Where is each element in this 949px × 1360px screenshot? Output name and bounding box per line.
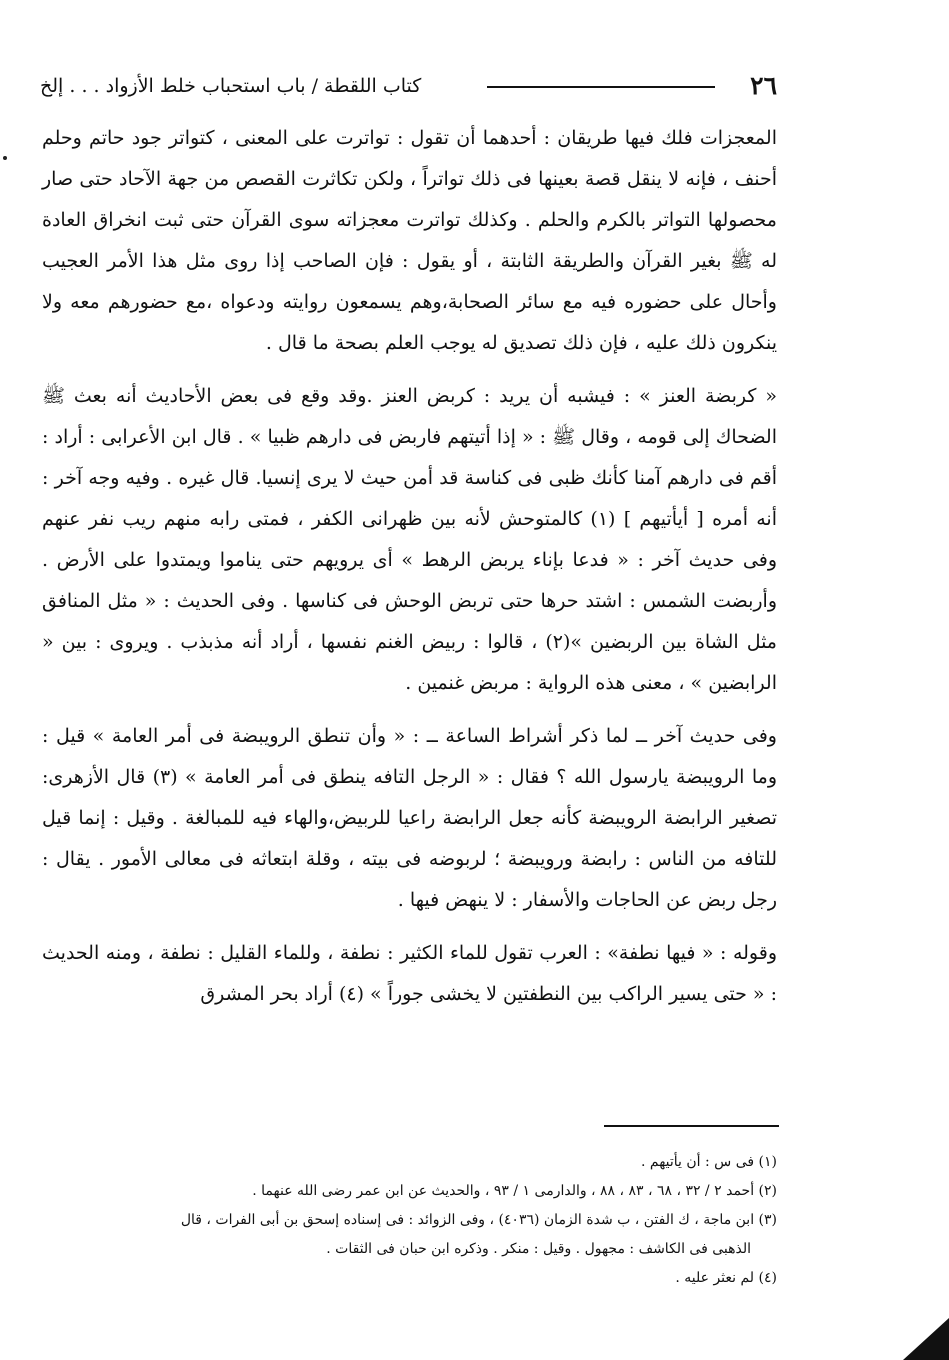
paragraph-4: وقوله : « فيها نطفة» : العرب تقول للماء الكثير : نطفة ، وللماء القليل : نطفة ، ومنه الحديث : « حتى يسير الراكب بين النطفتين لا يخشى جوراً » (٤) أراد بحر المشرق [42,942,777,1005]
paragraph-1: المعجزات فلك فيها طريقان : أحدهما أن تقول : تواترت على المعنى ، كتواتر جود حاتم وحلم أحنف ، فإنه لا ينقل قصة بعينها فى ذلك تواتراً ، ولكن تكاثرت القصص من جهة الآحاد حتى صار محصولها التواتر بالكرم والحلم . وكذلك تواترت معجزاته سوى القرآن حتى ثبت انخراق العادة له ﷺ بغير القرآن والطريقة الثابتة ، أو يقول : فإن الصاحب إذا روى مثل هذا الأمر العجيب وأحال على حضوره فيه مع سائر الصحابة،وهم يسمعون روايته ودعواه ،مع حضورهم معه ولا ينكرون ذلك عليه ، فإن ذلك تصديق له يوجب العلم بصحة ما قال . [42,127,777,354]
footnote-3-continued: الذهبى فى الكاشف : مجهول . وقيل : منكر . وذكره ابن حبان فى الثقات . [326,1241,751,1257]
footnote-1: (١) فى س : أن يأتيهم . [640,1154,777,1170]
paragraph-3: وفى حديث آخر ــ لما ذكر أشراط الساعة ــ : « وأن تنطق الرويبضة فى أمر العامة » قيل : وما الرويبضة يارسول الله ؟ فقال : « الرجل التافه ينطق فى أمر العامة » (٣) قال الأزهرى: تصغير الرابضة الرويبضة كأنه جعل الرابضة راعيا للربيض،والهاء فيه للمبالغة . وقيل : إنما قيل للتافه من الناس : رابضة ورويبضة ؛ لربوضه فى بيته ، وقلة ابتعاثه فى معالى الأمور . يقال : رجل ربض عن الحاجات والأسفار : لا ينهض فيها . [42,725,777,911]
running-header [40,68,777,104]
footnote-2: (٢) أحمد ٢ / ٣٢ ، ٦٨ ، ٨٣ ، ٨٨ ، والدارمى ١ / ٩٣ ، والحديث عن ابن عمر رضى الله عنهما . [252,1183,777,1199]
footnote-4: (٤) لم نعثر عليه . [675,1270,777,1286]
margin-speck [3,156,7,160]
running-title: كتاب اللقطة / باب استحباب خلط الأزواد . . . إلخ [40,75,422,97]
main-text [42,118,777,1027]
header-rule [487,86,715,88]
footnote-3: (٣) ابن ماجة ، ك الفتن ، ب شدة الزمان (٤٠٣٦) ، وفى الزوائد : فى إسناده إسحق بن أبى الفرات ، قال [180,1212,777,1228]
footnote-separator [604,1125,779,1127]
scan-corner-shadow [903,1318,949,1360]
footnotes [42,1148,777,1293]
paragraph-2: « كربضة العنز » : فيشبه أن يريد : كربض العنز .وقد وقع فى بعض الأحاديث أنه بعث ﷺ الضحاك إلى قومه ، وقال ﷺ : « إذا أتيتهم فاربض فى دارهم ظبيا » . قال ابن الأعرابى : أراد : أقم فى دارهم آمنا كأنك ظبى فى كناسة قد أمن حيث لا يرى إنسيا. قال غيره . وفيه وجه آخر : أنه أمره [ أيأتيهم ] (١) كالمتوحش لأنه بين ظهرانى الكفر ، فمتى رابه منهم ريب نفر عنهم وفى حديث آخر : « فدعا بإناء يربض الرهط » أى يرويهم حتى يناموا ويمتدوا على الأرض . وأربضت الشمس : اشتد حرها حتى تربض الوحش فى كناسها . وفى الحديث : « مثل المنافق مثل الشاة بين الربضين »(٢) ، قالوا : ربيض الغنم نفسها ، أراد أنه مذبذب . ويروى : بين « الرابضين » ، معنى هذه الرواية : مربض غنمين . [42,385,777,694]
page-number: ٢٦ [750,71,777,100]
